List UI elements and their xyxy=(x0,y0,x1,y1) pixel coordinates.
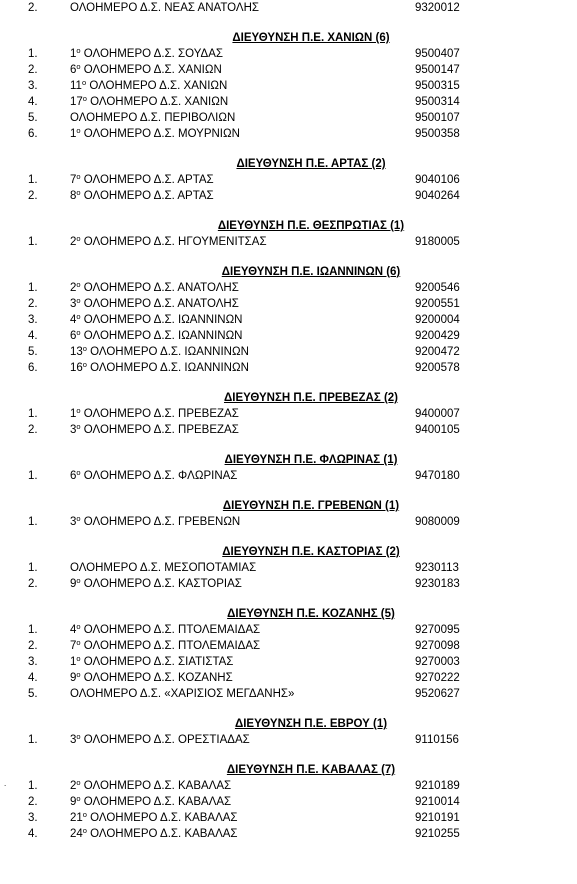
school-row xyxy=(0,63,577,77)
school-code: 9320012 xyxy=(415,2,460,14)
school-code: 9270222 xyxy=(415,672,460,684)
row-number: 1. xyxy=(28,562,38,574)
school-name-text: ΟΛΟΗΜΕΡΟ Δ.Σ. ΠΕΡΙΒΟΛΙΩΝ xyxy=(70,112,236,124)
school-row xyxy=(0,235,577,249)
row-number: 2. xyxy=(28,298,38,310)
school-row xyxy=(0,733,577,747)
ordinal-mark: ο xyxy=(76,62,81,71)
ordinal-number: 7 xyxy=(70,640,77,652)
ordinal-mark: ο xyxy=(76,638,81,647)
school-name xyxy=(70,623,260,637)
ordinal-number: 2 xyxy=(70,780,77,792)
row-number: 1. xyxy=(28,48,38,60)
ordinal-number: 4 xyxy=(70,624,77,636)
school-name xyxy=(70,811,238,825)
school-name-text: ΟΛΟΗΜΕΡΟ Δ.Σ. ΧΑΝΙΩΝ xyxy=(90,96,229,108)
school-name xyxy=(70,47,223,61)
ordinal-number: 8 xyxy=(70,190,77,202)
ordinal-mark: ο xyxy=(76,514,81,523)
section-heading: ΔΙΕΥΘΥΝΣΗ Π.Ε. ΧΑΝΙΩΝ (6) xyxy=(232,32,390,44)
ordinal-number: 2 xyxy=(70,236,77,248)
school-row xyxy=(0,561,577,575)
school-name-text: ΟΛΟΗΜΕΡΟ Δ.Σ. ΟΡΕΣΤΙΑΔΑΣ xyxy=(83,734,250,746)
school-code: 9230183 xyxy=(415,578,460,590)
ordinal-mark: ο xyxy=(76,172,81,181)
ordinal-mark: ο xyxy=(76,328,81,337)
ordinal-number: 1 xyxy=(70,128,77,140)
section-heading: ΔΙΕΥΘΥΝΣΗ Π.Ε. ΚΑΣΤΟΡΙΑΣ (2) xyxy=(222,546,400,558)
school-name xyxy=(70,329,243,343)
ordinal-number: 3 xyxy=(70,298,77,310)
row-number: 3. xyxy=(28,80,38,92)
school-name xyxy=(70,469,237,483)
school-code: 9400007 xyxy=(415,408,460,420)
row-number: 1. xyxy=(28,734,38,746)
ordinal-mark: ο xyxy=(76,422,81,431)
section-heading: ΔΙΕΥΘΥΝΣΗ Π.Ε. ΦΛΩΡΙΝΑΣ (1) xyxy=(224,454,398,466)
school-row xyxy=(0,811,577,825)
school-row xyxy=(0,577,577,591)
school-name-text: ΟΛΟΗΜΕΡΟ Δ.Σ. ΚΑΒΑΛΑΣ xyxy=(90,828,238,840)
school-row xyxy=(0,361,577,375)
ordinal-mark: ο xyxy=(76,234,81,243)
ordinal-mark: ο xyxy=(82,810,87,819)
ordinal-mark: ο xyxy=(76,312,81,321)
school-row xyxy=(0,47,577,61)
school-name xyxy=(70,79,227,93)
school-name xyxy=(70,345,249,359)
school-row xyxy=(0,687,577,701)
school-name-text: ΟΛΟΗΜΕΡΟ Δ.Σ. ΙΩΑΝΝΙΝΩΝ xyxy=(90,346,249,358)
school-name xyxy=(70,687,294,701)
row-number: 2. xyxy=(28,578,38,590)
row-number: 2. xyxy=(28,424,38,436)
school-code: 9200429 xyxy=(415,330,460,342)
school-code: 9470180 xyxy=(415,470,460,482)
school-name xyxy=(70,127,240,141)
school-name xyxy=(70,577,242,591)
school-name xyxy=(70,313,243,327)
ordinal-mark: ο xyxy=(76,622,81,631)
school-name-text: ΟΛΟΗΜΕΡΟ Δ.Σ. ΓΡΕΒΕΝΩΝ xyxy=(83,516,241,528)
school-row xyxy=(0,623,577,637)
section-heading: ΔΙΕΥΘΥΝΣΗ Π.Ε. ΘΕΣΠΡΩΤΙΑΣ (1) xyxy=(217,220,405,232)
school-row xyxy=(0,297,577,311)
school-row xyxy=(0,795,577,809)
row-number: 4. xyxy=(28,330,38,342)
ordinal-mark: ο xyxy=(76,670,81,679)
school-row xyxy=(0,127,577,141)
school-code: 9200472 xyxy=(415,346,460,358)
school-name-text: ΟΛΟΗΜΕΡΟ Δ.Σ. ΗΓΟΥΜΕΝΙΤΣΑΣ xyxy=(83,236,267,248)
school-code: 9270003 xyxy=(415,656,460,668)
ordinal-number: 6 xyxy=(70,470,77,482)
school-name-text: ΟΛΟΗΜΕΡΟ Δ.Σ. ΑΝΑΤΟΛΗΣ xyxy=(83,282,239,294)
school-code: 9210255 xyxy=(415,828,460,840)
school-name-text: ΟΛΟΗΜΕΡΟ Δ.Σ. ΧΑΝΙΩΝ xyxy=(89,80,228,92)
school-name-text: ΟΛΟΗΜΕΡΟ Δ.Σ. ΙΩΑΝΝΙΝΩΝ xyxy=(83,330,243,342)
school-name-text: ΟΛΟΗΜΕΡΟ Δ.Σ. ΠΤΟΛΕΜΑΙΔΑΣ xyxy=(83,624,261,636)
row-number: 6. xyxy=(28,362,38,374)
school-code: 9520627 xyxy=(415,688,460,700)
ordinal-mark: ο xyxy=(76,126,81,135)
school-code: 9500314 xyxy=(415,96,460,108)
school-code: 9200551 xyxy=(415,298,460,310)
ordinal-number: 21 xyxy=(70,812,83,824)
school-code: 9270095 xyxy=(415,624,460,636)
school-row xyxy=(0,469,577,483)
ordinal-mark: ο xyxy=(76,188,81,197)
row-number: 1. xyxy=(28,780,38,792)
school-name-text: ΟΛΟΗΜΕΡΟ Δ.Σ. ΙΩΑΝΝΙΝΩΝ xyxy=(90,362,249,374)
school-row xyxy=(0,345,577,359)
school-name xyxy=(70,361,249,375)
school-row xyxy=(0,407,577,421)
school-code: 9230113 xyxy=(415,562,459,574)
school-code: 9200578 xyxy=(415,362,460,374)
school-row xyxy=(0,515,577,529)
school-name-text: ΟΛΟΗΜΕΡΟ Δ.Σ. ΑΡΤΑΣ xyxy=(83,190,214,202)
ordinal-number: 9 xyxy=(70,796,77,808)
row-number: 3. xyxy=(28,812,38,824)
school-name-text: ΟΛΟΗΜΕΡΟ Δ.Σ. ΠΡΕΒΕΖΑΣ xyxy=(83,408,239,420)
school-name xyxy=(70,111,235,125)
row-number: 4. xyxy=(28,828,38,840)
row-number: 6. xyxy=(28,128,38,140)
school-row xyxy=(0,173,577,187)
school-code: 9500358 xyxy=(415,128,460,140)
row-number: 3. xyxy=(28,656,38,668)
ordinal-number: 1 xyxy=(70,48,77,60)
school-name-text: ΟΛΟΗΜΕΡΟ Δ.Σ. ΣΟΥΔΑΣ xyxy=(83,48,223,60)
section-heading: ΔΙΕΥΘΥΝΣΗ Π.Ε. ΓΡΕΒΕΝΩΝ (1) xyxy=(222,500,400,512)
ordinal-mark: ο xyxy=(76,794,81,803)
ordinal-mark: ο xyxy=(76,280,81,289)
ordinal-number: 7 xyxy=(70,174,77,186)
school-name xyxy=(70,561,256,575)
ordinal-number: 3 xyxy=(70,734,77,746)
row-number: 1. xyxy=(28,516,38,528)
row-number: 2. xyxy=(28,640,38,652)
school-code: 9210189 xyxy=(415,780,460,792)
school-name xyxy=(70,779,231,793)
row-number: 1. xyxy=(28,236,38,248)
school-name xyxy=(70,297,239,311)
school-name xyxy=(70,655,233,669)
school-name-text: ΟΛΟΗΜΕΡΟ Δ.Σ. ΚΑΒΑΛΑΣ xyxy=(83,780,232,792)
school-row xyxy=(0,639,577,653)
school-name-text: ΟΛΟΗΜΕΡΟ Δ.Σ. ΝΕΑΣ ΑΝΑΤΟΛΗΣ xyxy=(70,2,259,14)
ordinal-number: 3 xyxy=(70,424,77,436)
ordinal-mark: ο xyxy=(76,654,81,663)
school-name-text: ΟΛΟΗΜΕΡΟ Δ.Σ. ΜΟΥΡΝΙΩΝ xyxy=(83,128,240,140)
ordinal-number: 1 xyxy=(70,408,77,420)
school-name-text: ΟΛΟΗΜΕΡΟ Δ.Σ. ΚΟΖΑΝΗΣ xyxy=(83,672,233,684)
ordinal-number: 16 xyxy=(70,362,83,374)
school-row xyxy=(0,779,577,793)
school-row xyxy=(0,313,577,327)
school-code: 9040264 xyxy=(415,190,460,202)
ordinal-mark: ο xyxy=(76,468,81,477)
ordinal-mark: ο xyxy=(82,360,87,369)
ordinal-number: 9 xyxy=(70,578,77,590)
school-name-text: ΟΛΟΗΜΕΡΟ Δ.Σ. ΧΑΝΙΩΝ xyxy=(83,64,222,76)
school-code: 9500407 xyxy=(415,48,460,60)
school-row xyxy=(0,95,577,109)
school-name xyxy=(70,95,228,109)
school-name xyxy=(70,63,222,77)
school-code: 9270098 xyxy=(415,640,460,652)
school-code: 9400105 xyxy=(415,424,460,436)
ordinal-mark: ο xyxy=(82,826,87,835)
school-code: 9180005 xyxy=(415,236,460,248)
school-name xyxy=(70,407,239,421)
ordinal-mark: ο xyxy=(81,78,87,87)
school-name xyxy=(70,281,239,295)
school-code: 9040106 xyxy=(415,174,460,186)
ordinal-number: 11 xyxy=(70,80,82,92)
school-code: 9500147 xyxy=(415,64,460,76)
school-name xyxy=(70,795,231,809)
ordinal-mark: ο xyxy=(76,576,81,585)
section-heading: ΔΙΕΥΘΥΝΣΗ Π.Ε. ΑΡΤΑΣ (2) xyxy=(236,158,386,170)
school-name-text: ΟΛΟΗΜΕΡΟ Δ.Σ. ΙΩΑΝΝΙΝΩΝ xyxy=(83,314,243,326)
school-row xyxy=(0,671,577,685)
school-name xyxy=(70,639,260,653)
row-number: 2. xyxy=(28,796,38,808)
section-heading: ΔΙΕΥΘΥΝΣΗ Π.Ε. ΠΡΕΒΕΖΑΣ (2) xyxy=(223,392,399,404)
row-number: 1. xyxy=(28,174,38,186)
school-name xyxy=(70,173,214,187)
row-number: 1. xyxy=(28,408,38,420)
ordinal-mark: ο xyxy=(76,778,81,787)
school-code: 9500107 xyxy=(415,112,460,124)
section-heading: ΔΙΕΥΘΥΝΣΗ Π.Ε. ΙΩΑΝΝΙΝΩΝ (6) xyxy=(221,266,401,278)
row-number: 4. xyxy=(28,96,38,108)
school-row xyxy=(0,827,577,841)
row-number: 1. xyxy=(28,624,38,636)
ordinal-number: 3 xyxy=(70,516,77,528)
school-code: 9210014 xyxy=(415,796,460,808)
school-name xyxy=(70,733,250,747)
school-row xyxy=(0,281,577,295)
ordinal-number: 2 xyxy=(70,282,77,294)
ordinal-mark: ο xyxy=(76,296,81,305)
school-name-text: ΟΛΟΗΜΕΡΟ Δ.Σ. ΠΡΕΒΕΖΑΣ xyxy=(83,424,239,436)
school-name-text: ΟΛΟΗΜΕΡΟ Δ.Σ. ΑΝΑΤΟΛΗΣ xyxy=(83,298,239,310)
school-name xyxy=(70,1,259,15)
school-name xyxy=(70,189,214,203)
ordinal-number: 13 xyxy=(70,346,83,358)
school-name-text: ΟΛΟΗΜΕΡΟ Δ.Σ. «ΧΑΡΙΣΙΟΣ ΜΕΓΔΑΝΗΣ» xyxy=(70,688,295,700)
row-number: 5. xyxy=(28,112,38,124)
school-row xyxy=(0,1,577,15)
school-name-text: ΟΛΟΗΜΕΡΟ Δ.Σ. ΚΑΣΤΟΡΙΑΣ xyxy=(83,578,242,590)
school-code: 9500315 xyxy=(415,80,460,92)
row-number: 3. xyxy=(28,314,38,326)
row-number: 1. xyxy=(28,470,38,482)
ordinal-number: 6 xyxy=(70,330,77,342)
school-row xyxy=(0,655,577,669)
school-name-text: ΟΛΟΗΜΕΡΟ Δ.Σ. ΜΕΣΟΠΟΤΑΜΙΑΣ xyxy=(70,562,257,574)
school-name xyxy=(70,827,238,841)
school-name-text: ΟΛΟΗΜΕΡΟ Δ.Σ. ΚΑΒΑΛΑΣ xyxy=(90,812,238,824)
school-row xyxy=(0,111,577,125)
school-row xyxy=(0,329,577,343)
school-code: 9110156 xyxy=(415,734,459,746)
school-name-text: ΟΛΟΗΜΕΡΟ Δ.Σ. ΚΑΒΑΛΑΣ xyxy=(83,796,232,808)
ordinal-number: 9 xyxy=(70,672,77,684)
ordinal-number: 4 xyxy=(70,314,77,326)
school-name xyxy=(70,235,267,249)
ordinal-number: 6 xyxy=(70,64,77,76)
ordinal-mark: ο xyxy=(76,46,81,55)
ordinal-number: 1 xyxy=(70,656,77,668)
section-heading: ΔΙΕΥΘΥΝΣΗ Π.Ε. ΚΟΖΑΝΗΣ (5) xyxy=(227,608,395,620)
school-name xyxy=(70,423,239,437)
ordinal-mark: ο xyxy=(82,94,87,103)
school-row xyxy=(0,189,577,203)
school-code: 9200546 xyxy=(415,282,460,294)
school-code: 9080009 xyxy=(415,516,460,528)
section-heading: ΔΙΕΥΘΥΝΣΗ Π.Ε. ΕΒΡΟΥ (1) xyxy=(234,718,388,730)
row-number: 5. xyxy=(28,346,38,358)
school-name xyxy=(70,515,240,529)
ordinal-number: 17 xyxy=(70,96,83,108)
row-number: 2. xyxy=(28,190,38,202)
ordinal-mark: ο xyxy=(76,732,81,741)
section-heading: ΔΙΕΥΘΥΝΣΗ Π.Ε. ΚΑΒΑΛΑΣ (7) xyxy=(226,764,396,776)
school-name-text: ΟΛΟΗΜΕΡΟ Δ.Σ. ΑΡΤΑΣ xyxy=(83,174,214,186)
ordinal-number: 24 xyxy=(70,828,83,840)
row-number: 1. xyxy=(28,282,38,294)
school-name-text: ΟΛΟΗΜΕΡΟ Δ.Σ. ΦΛΩΡΙΝΑΣ xyxy=(83,470,238,482)
school-code: 9210191 xyxy=(415,812,460,824)
row-number: 2. xyxy=(28,64,38,76)
ordinal-mark: ο xyxy=(76,406,81,415)
school-name-text: ΟΛΟΗΜΕΡΟ Δ.Σ. ΣΙΑΤΙΣΤΑΣ xyxy=(83,656,234,668)
school-name xyxy=(70,671,233,685)
row-number: 4. xyxy=(28,672,38,684)
row-number: 2. xyxy=(28,2,38,14)
ordinal-mark: ο xyxy=(82,344,87,353)
stray-dot: . xyxy=(4,779,7,788)
school-row xyxy=(0,423,577,437)
school-code: 9200004 xyxy=(415,314,460,326)
row-number: 5. xyxy=(28,688,38,700)
school-row xyxy=(0,79,577,93)
school-name-text: ΟΛΟΗΜΕΡΟ Δ.Σ. ΠΤΟΛΕΜΑΙΔΑΣ xyxy=(83,640,261,652)
